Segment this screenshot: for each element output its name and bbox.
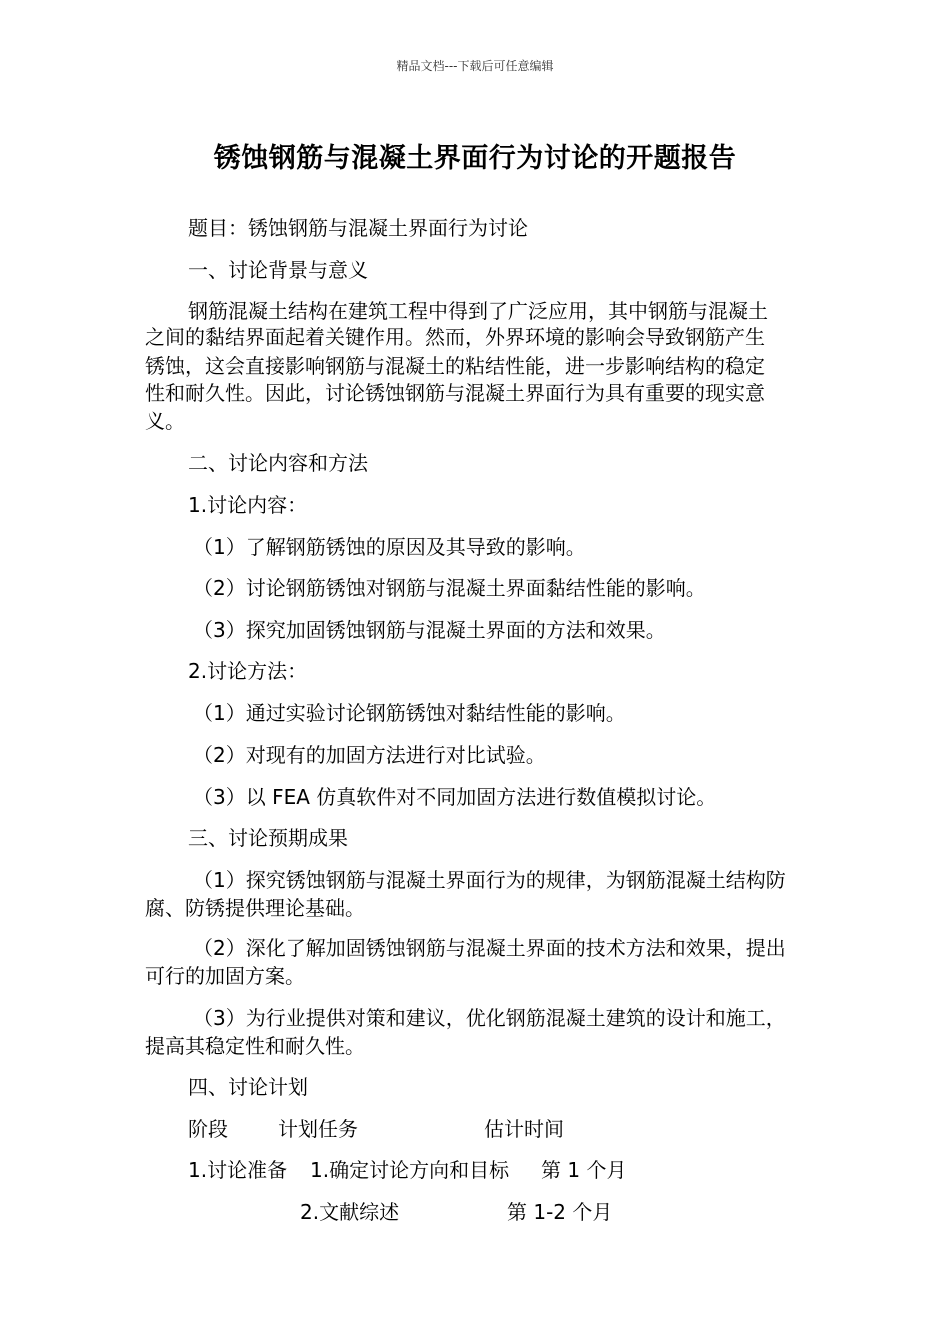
plan-row-stage: 1.讨论准备 xyxy=(188,1158,288,1182)
plan-row-task: 1.确定讨论方向和目标 xyxy=(310,1158,510,1182)
section3-heading: 三、讨论预期成果 xyxy=(188,826,348,850)
content-item: （3）探究加固锈蚀钢筋与混凝土界面的方法和效果。 xyxy=(193,618,666,642)
section1-line: 性和耐久性。因此，讨论锈蚀钢筋与混凝土界面行为具有重要的现实意 xyxy=(145,381,765,405)
document-title: 锈蚀钢筋与混凝土界面行为讨论的开题报告 xyxy=(213,143,737,174)
plan-header-time: 估计时间 xyxy=(484,1117,564,1141)
method-item: （1）通过实验讨论钢筋锈蚀对黏结性能的影响。 xyxy=(193,701,626,725)
plan-row-task: 2.文献综述 xyxy=(300,1200,400,1224)
topic-line: 题目：锈蚀钢筋与混凝土界面行为讨论 xyxy=(188,216,528,240)
content-item: （2）讨论钢筋锈蚀对钢筋与混凝土界面黏结性能的影响。 xyxy=(193,576,706,600)
outcome-item-line: 腐、防锈提供理论基础。 xyxy=(145,896,365,920)
content-heading: 1.讨论内容： xyxy=(188,493,308,517)
page-header: 精品文档---下载后可任意编辑 xyxy=(396,59,554,73)
outcome-item-line: 提高其稳定性和耐久性。 xyxy=(145,1034,365,1058)
method-heading: 2.讨论方法： xyxy=(188,659,308,683)
outcome-item-line: （1）探究锈蚀钢筋与混凝土界面行为的规律，为钢筋混凝土结构防 xyxy=(193,868,786,892)
plan-header-task: 计划任务 xyxy=(278,1117,358,1141)
outcome-item-line: 可行的加固方案。 xyxy=(145,964,305,988)
outcome-item-line: （3）为行业提供对策和建议，优化钢筋混凝土建筑的设计和施工， xyxy=(193,1006,786,1030)
plan-header-stage: 阶段 xyxy=(188,1117,228,1141)
section2-heading: 二、讨论内容和方法 xyxy=(188,451,368,475)
section1-line: 锈蚀，这会直接影响钢筋与混凝土的粘结性能，进一步影响结构的稳定 xyxy=(145,354,765,378)
section1-line: 钢筋混凝土结构在建筑工程中得到了广泛应用，其中钢筋与混凝土 xyxy=(188,299,768,323)
method-item: （2）对现有的加固方法进行对比试验。 xyxy=(193,743,546,767)
plan-row-time: 第 1-2 个月 xyxy=(507,1200,613,1224)
section1-heading: 一、讨论背景与意义 xyxy=(188,258,368,282)
outcome-item-line: （2）深化了解加固锈蚀钢筋与混凝土界面的技术方法和效果，提出 xyxy=(193,936,786,960)
content-item: （1）了解钢筋锈蚀的原因及其导致的影响。 xyxy=(193,535,586,559)
section4-heading: 四、讨论计划 xyxy=(188,1075,308,1099)
section1-line: 义。 xyxy=(145,409,185,433)
section1-line: 之间的黏结界面起着关键作用。然而，外界环境的影响会导致钢筋产生 xyxy=(145,325,765,349)
method-item: （3）以 FEA 仿真软件对不同加固方法进行数值模拟讨论。 xyxy=(193,785,717,809)
plan-row-time: 第 1 个月 xyxy=(541,1158,627,1182)
